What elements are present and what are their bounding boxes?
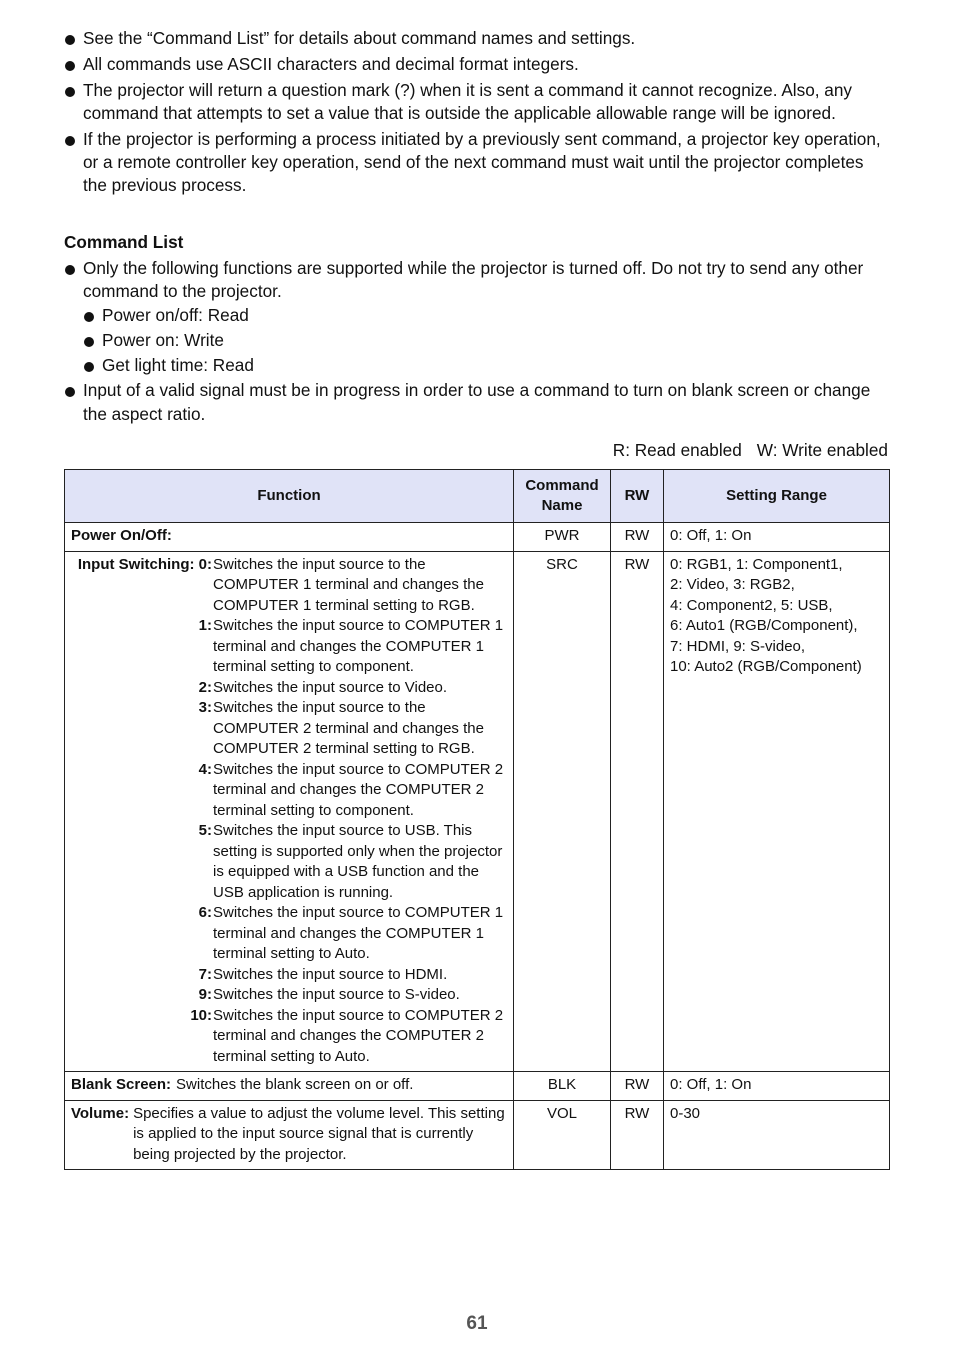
input-option-key: 6: [198, 904, 212, 921]
bullet-dot-icon [65, 265, 75, 275]
rw-cell: RW [611, 551, 664, 1072]
sub-bullet-text: Power on/off: Read [102, 305, 249, 326]
input-option-text: Switches the input source to HDMI. [213, 965, 448, 983]
input-option-text: Switches the input source to the COMPUTER 1 terminal and changes the COMPUTER 1 terminal setting to RGB. [213, 555, 484, 614]
bullet-dot-icon [65, 87, 75, 97]
sub-bullet [83, 329, 890, 352]
function-description: Switches the blank screen on or off. [176, 1076, 414, 1093]
input-option-key: 3: [198, 699, 212, 716]
intro-bullet [64, 79, 890, 125]
table-row-volume [65, 1100, 890, 1170]
function-description: Specifies a value to adjust the volume level. This setting is applied to the input source signal that is currently being projected by the projector. [133, 1104, 505, 1163]
bullet-dot-icon [65, 136, 75, 146]
function-cell [65, 523, 514, 552]
page-number: 61 [466, 1313, 488, 1334]
command-list-bullet [64, 257, 890, 378]
input-option-key: 1: [198, 617, 212, 634]
function-label: Input Switching: [77, 555, 195, 573]
setting-range-cell: 0: Off, 1: On [664, 1072, 890, 1101]
command-list-bullet [64, 379, 890, 425]
setting-range-line: 6: Auto1 (RGB/Component), [670, 617, 858, 634]
sub-bullet-text: Get light time: Read [102, 355, 254, 376]
intro-bullet [64, 128, 890, 198]
command-list-bullet-text: Input of a valid signal must be in progress in order to use a command to turn on blank screen or change the aspect ratio. [83, 380, 871, 424]
legend-write: W: Write enabled [756, 440, 888, 460]
table-row-power [65, 523, 890, 552]
input-option-text: Switches the input source to COMPUTER 2 terminal and changes the COMPUTER 2 terminal setting to component. [213, 760, 504, 819]
rw-cell: RW [611, 1072, 664, 1101]
command-list-bullets [64, 257, 890, 428]
bullet-dot-icon [84, 312, 94, 322]
input-option-key: 9: [198, 986, 212, 1003]
table-row-input-switching [65, 551, 890, 1072]
header-function: Function [65, 470, 514, 523]
intro-bullet-text: All commands use ASCII characters and decimal format integers. [83, 53, 579, 74]
intro-bullet-text: The projector will return a question mark (?) when it is sent a command it cannot recognize. Also, any command that attempts to set a value that is outside the applicable allowable range will be ignored. [83, 79, 853, 123]
bullet-dot-icon [65, 35, 75, 45]
rw-legend [613, 439, 888, 461]
input-option-key: Input Switching: 0: [77, 555, 212, 573]
input-switching-grid [71, 555, 507, 1068]
setting-range-cell [664, 551, 890, 1072]
input-option-text: Switches the input source to Video. [213, 678, 448, 696]
setting-range-cell: 0-30 [664, 1100, 890, 1170]
input-option-text: Switches the input source to COMPUTER 1 terminal and changes the COMPUTER 1 terminal setting to component. [213, 617, 504, 675]
function-cell [65, 1100, 514, 1170]
input-option-key: 5: [198, 822, 212, 839]
input-option-key: 10: [190, 1006, 212, 1024]
rw-cell: RW [611, 523, 664, 552]
input-option-key: 4: [198, 760, 212, 778]
table-header-row [65, 470, 890, 523]
command-name-cell: VOL [514, 1100, 611, 1170]
input-option-text: Switches the input source to the COMPUTER 2 terminal and changes the COMPUTER 2 terminal setting to RGB. [213, 699, 484, 757]
bullet-dot-icon [65, 61, 75, 71]
function-label: Volume: [71, 1104, 130, 1122]
command-list-bullet-text: Only the following functions are supported while the projector is turned off. Do not try to send any other command to the projector. [83, 258, 864, 302]
input-option-text: Switches the input source to COMPUTER 2 terminal and changes the COMPUTER 2 terminal setting to Auto. [213, 1006, 504, 1065]
bullet-dot-icon [84, 362, 94, 372]
function-label: Blank Screen: [71, 1076, 172, 1093]
input-option-text: Switches the input source to S-video. [213, 986, 460, 1003]
header-rw: RW [611, 470, 664, 523]
legend-read: R: Read enabled [612, 440, 742, 460]
header-setting-range: Setting Range [664, 470, 890, 523]
sub-bullet [83, 304, 890, 327]
setting-range-line: 4: Component2, 5: USB, [670, 596, 833, 614]
header-command-name: Command Name [514, 470, 611, 523]
command-name-cell: SRC [514, 551, 611, 1072]
intro-bullet-text: If the projector is performing a process initiated by a previously sent command, a projector key operation, or a remote controller key operation, send of the next command must wait until the projector completes the previous process. [83, 128, 881, 195]
intro-bullet-list [64, 27, 890, 200]
sub-bullet-text: Power on: Write [102, 330, 224, 351]
setting-range-line: 7: HDMI, 9: S-video, [670, 637, 806, 655]
setting-range-line: 2: Video, 3: RGB2, [670, 576, 795, 593]
input-option-key: 7: [198, 965, 212, 983]
table-row-blank-screen [65, 1072, 890, 1101]
intro-bullet [64, 53, 890, 76]
input-option-text: Switches the input source to USB. This setting is supported only when the projector is equipped with a USB function and the USB application is running. [213, 822, 503, 901]
input-option-key: 2: [198, 678, 212, 696]
setting-range-cell: 0: Off, 1: On [664, 523, 890, 552]
power-off-functions-list [83, 304, 890, 377]
bullet-dot-icon [84, 337, 94, 347]
command-list-heading: Command List [64, 232, 184, 252]
rw-cell: RW [611, 1100, 664, 1170]
input-option-text: Switches the input source to COMPUTER 1 terminal and changes the COMPUTER 1 terminal setting to Auto. [213, 904, 504, 962]
setting-range-line: 10: Auto2 (RGB/Component) [670, 658, 862, 675]
bullet-dot-icon [65, 387, 75, 397]
command-name-cell: PWR [514, 523, 611, 552]
sub-bullet [83, 354, 890, 377]
setting-range-line: 0: RGB1, 1: Component1, [670, 555, 843, 573]
function-label: Power On/Off: [71, 527, 172, 544]
function-cell [65, 1072, 514, 1101]
intro-bullet-text: See the “Command List” for details about command names and settings. [83, 28, 636, 48]
command-table [64, 469, 890, 1170]
command-name-cell: BLK [514, 1072, 611, 1101]
function-cell [65, 551, 514, 1072]
intro-bullet [64, 27, 890, 50]
